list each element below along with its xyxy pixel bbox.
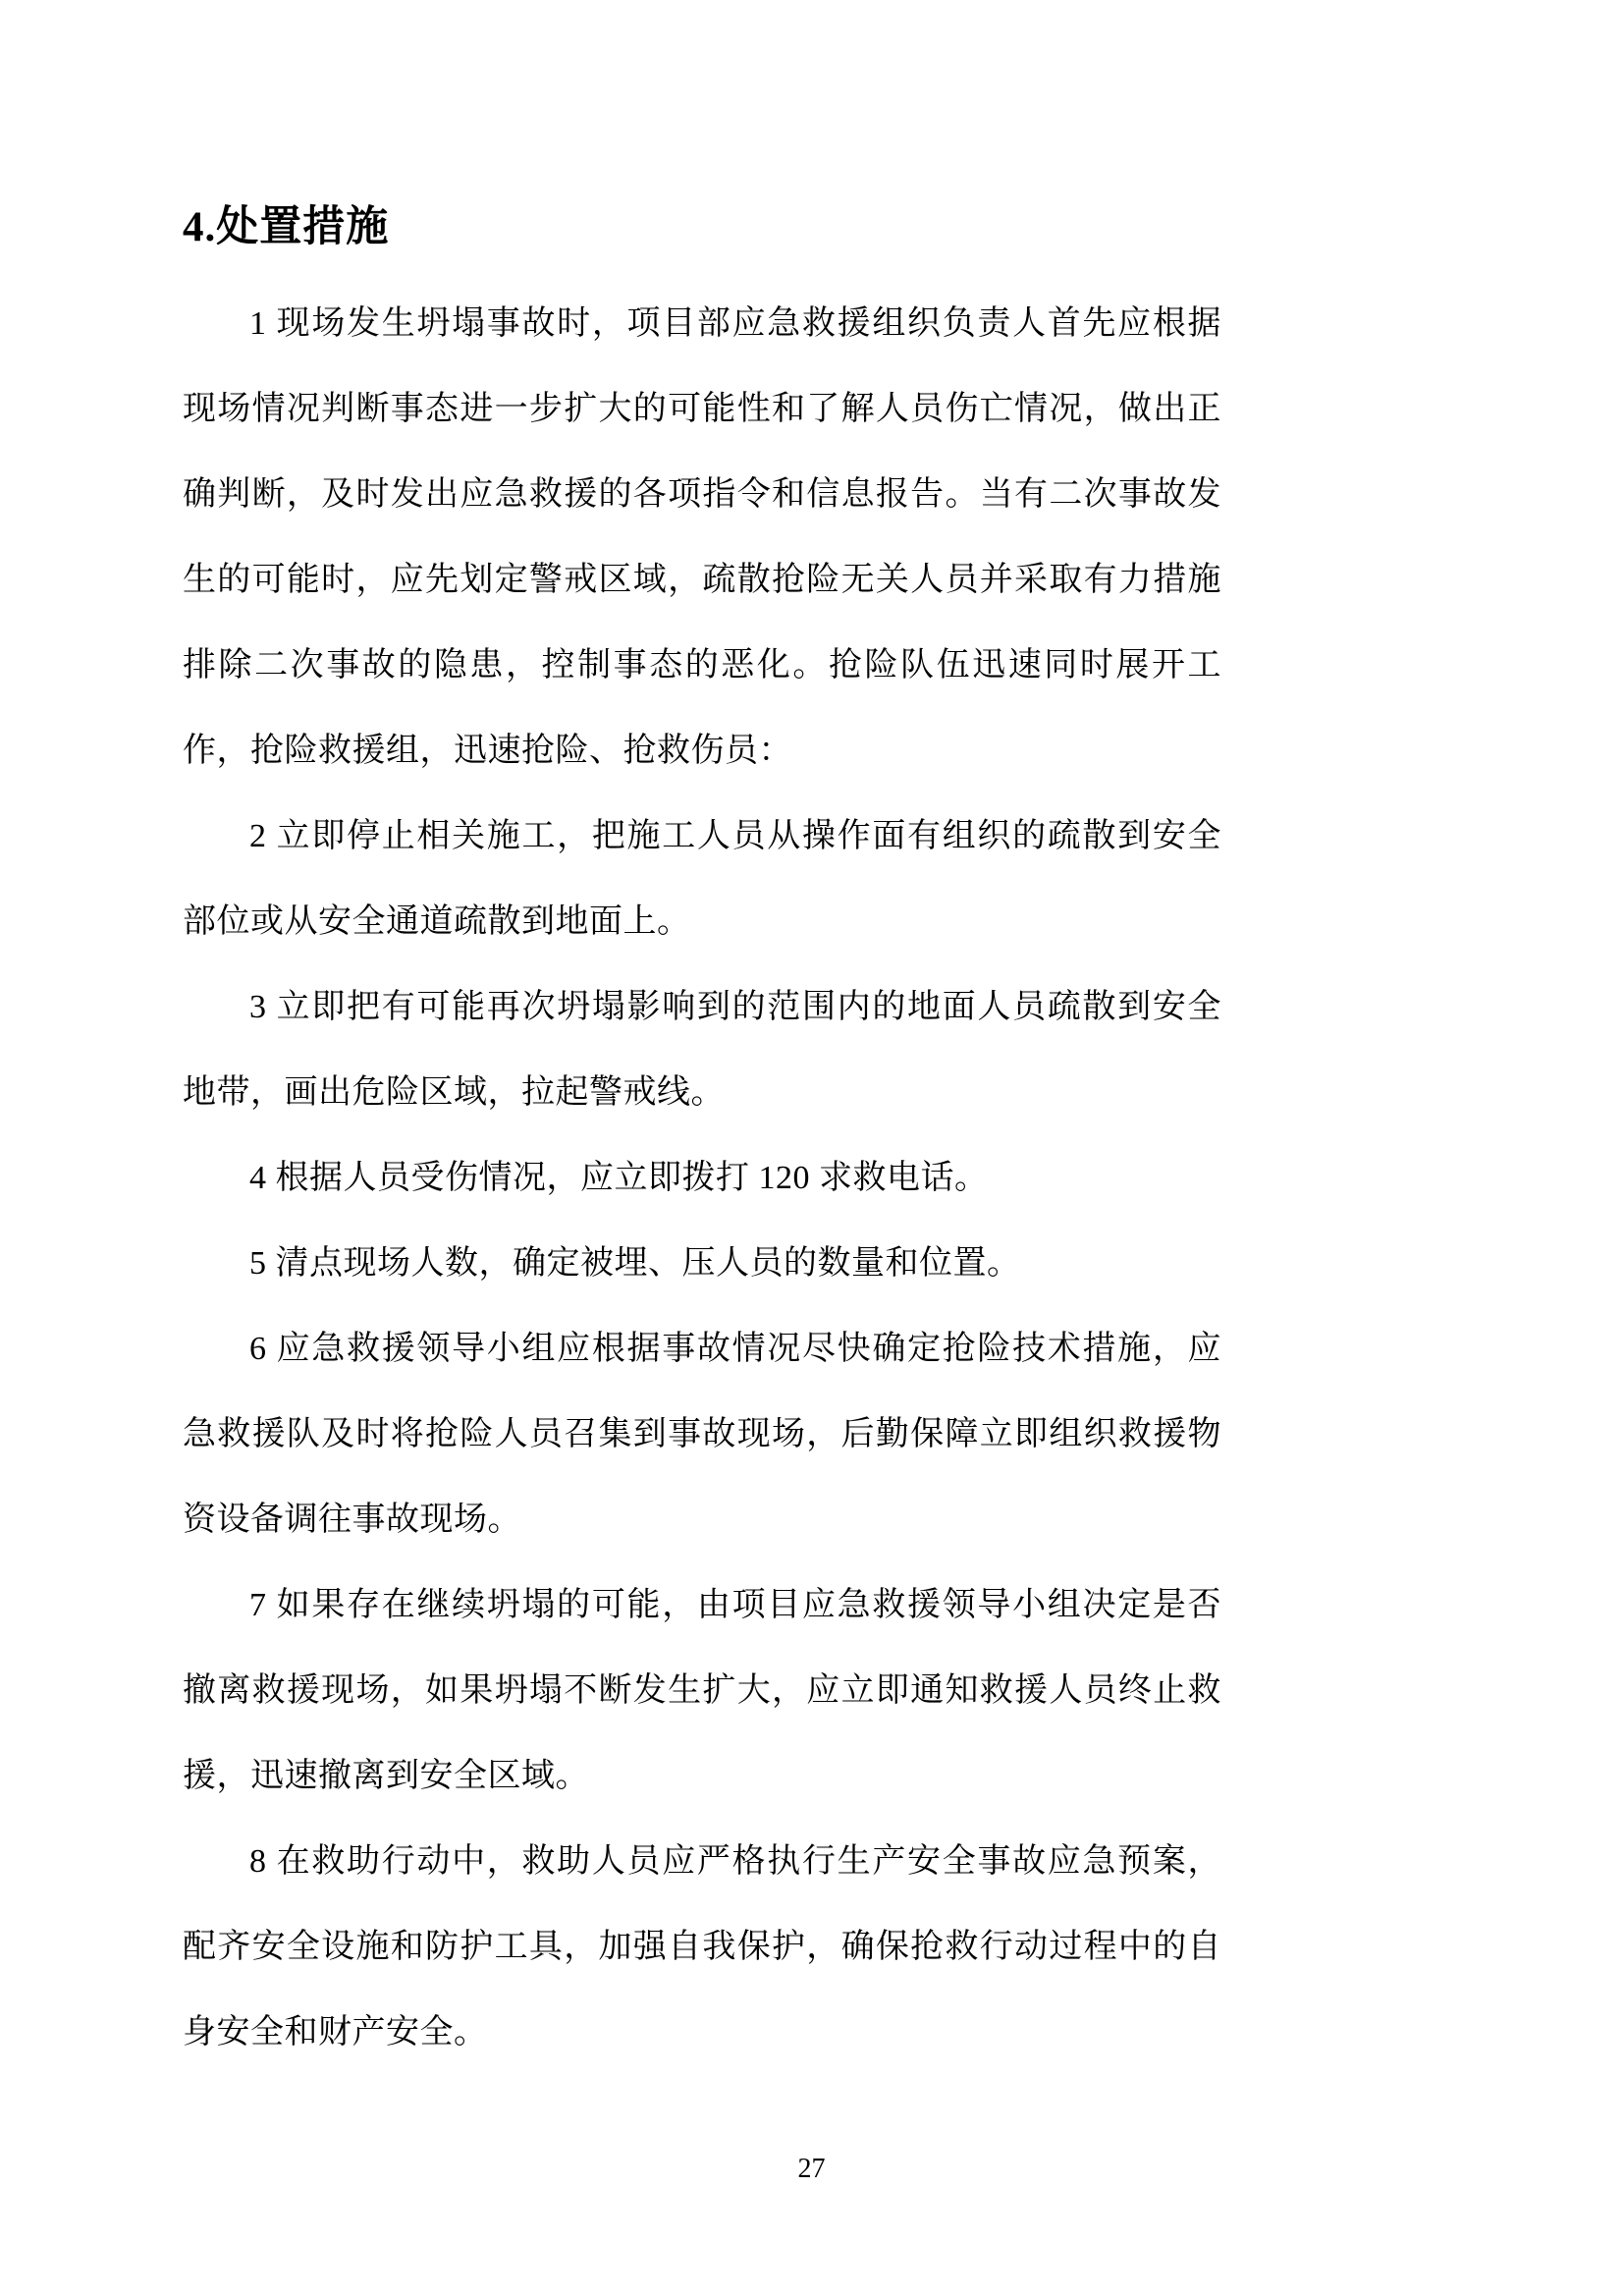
paragraph-7: 7 如果存在继续坍塌的可能，由项目应急救援领导小组决定是否撤离救援现场，如果坍塌不断发生扩大，应立即通知救援人员终止救援，迅速撤离到安全区域。: [183, 1587, 1221, 1794]
paragraph-8: 8 在救助行动中，救助人员应严格执行生产安全事故应急预案，配齐安全设施和防护工具，加强自我保护，确保抢救行动过程中的自身安全和财产安全。: [183, 1843, 1221, 2050]
paragraph-3: 3 立即把有可能再次坍塌影响到的范围内的地面人员疏散到安全地带，画出危险区域，拉起警戒线。: [183, 989, 1221, 1111]
document-content: [183, 196, 1221, 2075]
paragraph-1: 1 现场发生坍塌事故时，项目部应急救援组织负责人首先应根据现场情况判断事态进一步扩大的可能性和了解人员伤亡情况，做出正确判断，及时发出应急救援的各项指令和信息报告。当有二次事故发生的可能时，应先划定警戒区域，疏散抢险无关人员并采取有力措施排除二次事故的隐患，控制事态的恶化。抢险队伍迅速同时展开工作，抢险救援组，迅速抢险、抢救伤员：: [183, 305, 1221, 769]
page-number: 27: [797, 2154, 826, 2184]
paragraph-4: 4 根据人员受伤情况，应立即拨打 120 求救电话。: [249, 1160, 989, 1196]
section-heading: 4.处置措施: [183, 204, 390, 250]
paragraph-6: 6 应急救援领导小组应根据事故情况尽快确定抢险技术措施，应急救援队及时将抢险人员召集到事故现场，后勤保障立即组织救援物资设备调往事故现场。: [183, 1331, 1221, 1538]
paragraph-2: 2 立即停止相关施工，把施工人员从操作面有组织的疏散到安全部位或从安全通道疏散到地面上。: [183, 818, 1221, 940]
paragraph-5: 5 清点现场人数，确定被埋、压人员的数量和位置。: [249, 1245, 1021, 1282]
